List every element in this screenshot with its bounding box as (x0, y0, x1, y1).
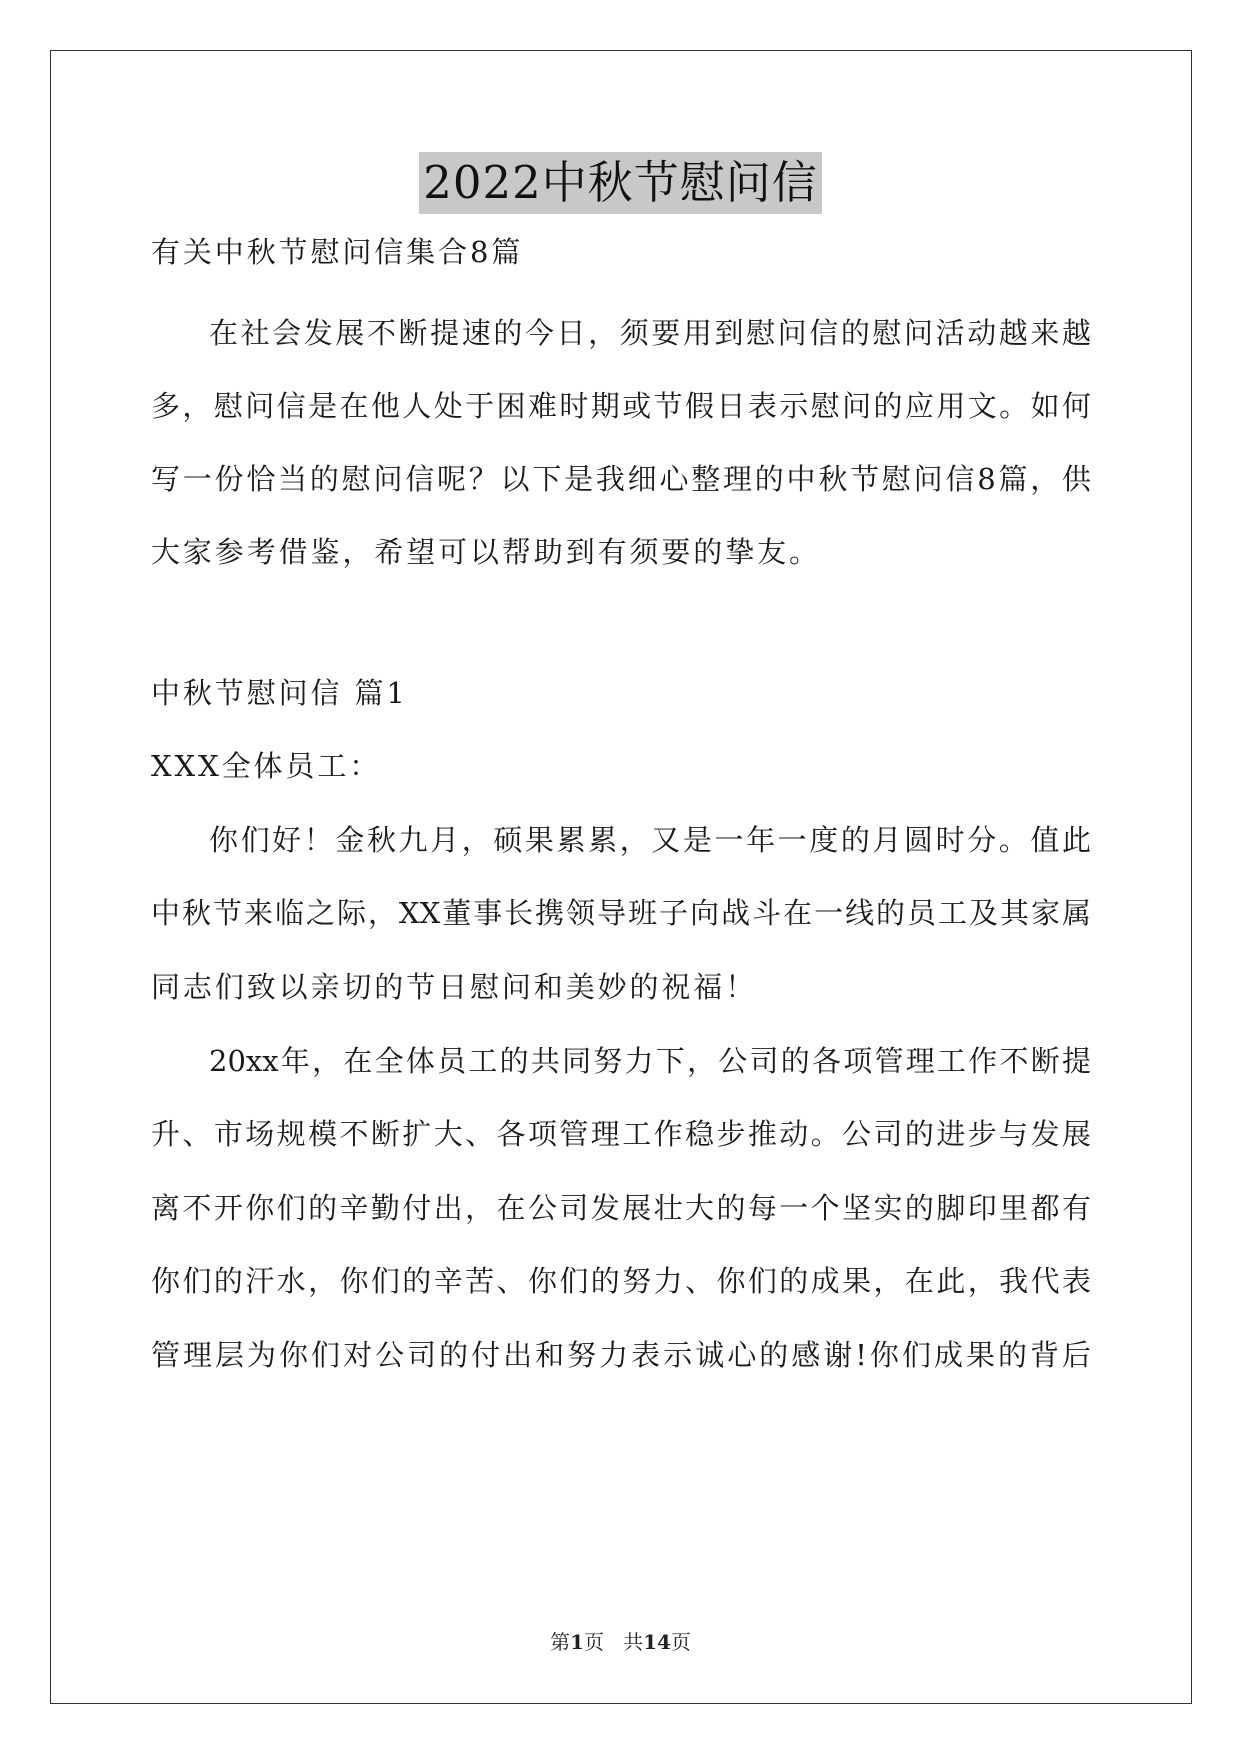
footer-total-prefix: 共 (623, 1630, 644, 1654)
intro-line: 在社会发展不断提速的今日，须要用到慰问信的慰问活动越来越 (209, 316, 1091, 350)
page-border (50, 50, 1192, 1704)
paragraph-line: 同志们致以亲切的节日慰问和美妙的祝福！ (151, 970, 758, 1004)
intro-line: 大家参考借鉴，希望可以帮助到有须要的挚友。 (151, 535, 821, 569)
paragraph-line: 管理层为你们对公司的付出和努力表示诚心的感谢!你们成果的背后 (151, 1338, 1091, 1372)
footer-total-pages: 14 (643, 1630, 671, 1654)
document-subtitle: 有关中秋节慰问信集合8篇 (151, 235, 524, 269)
title-container (0, 152, 1241, 214)
page-footer (0, 1628, 1241, 1656)
paragraph-line: 你们的汗水，你们的辛苦、你们的努力、你们的成果，在此，我代表 (151, 1264, 1091, 1298)
intro-line: 写一份恰当的慰问信呢？以下是我细心整理的中秋节慰问信8篇，供 (151, 462, 1091, 496)
footer-page-number: 1 (570, 1630, 584, 1654)
salutation: XXX全体员工： (151, 749, 382, 783)
footer-page-prefix: 第 (550, 1630, 571, 1654)
footer-total-suffix: 页 (670, 1630, 691, 1654)
paragraph-line: 中秋节来临之际，XX董事长携领导班子向战斗在一线的员工及其家属 (151, 896, 1091, 930)
intro-line: 多，慰问信是在他人处于困难时期或节假日表示慰问的应用文。如何 (151, 389, 1091, 423)
footer-page-suffix: 页 (584, 1630, 604, 1654)
section-heading: 中秋节慰问信 篇1 (151, 676, 408, 710)
paragraph-line: 20xx年，在全体员工的共同努力下，公司的各项管理工作不断提 (209, 1044, 1091, 1078)
paragraph-line: 离不开你们的辛勤付出，在公司发展壮大的每一个坚实的脚印里都有 (151, 1191, 1091, 1225)
paragraph-line: 升、市场规模不断扩大、各项管理工作稳步推动。公司的进步与发展 (151, 1117, 1091, 1151)
document-title: 2022中秋节慰问信 (419, 152, 822, 214)
paragraph-line: 你们好！金秋九月，硕果累累，又是一年一度的月圆时分。值此 (209, 823, 1091, 857)
